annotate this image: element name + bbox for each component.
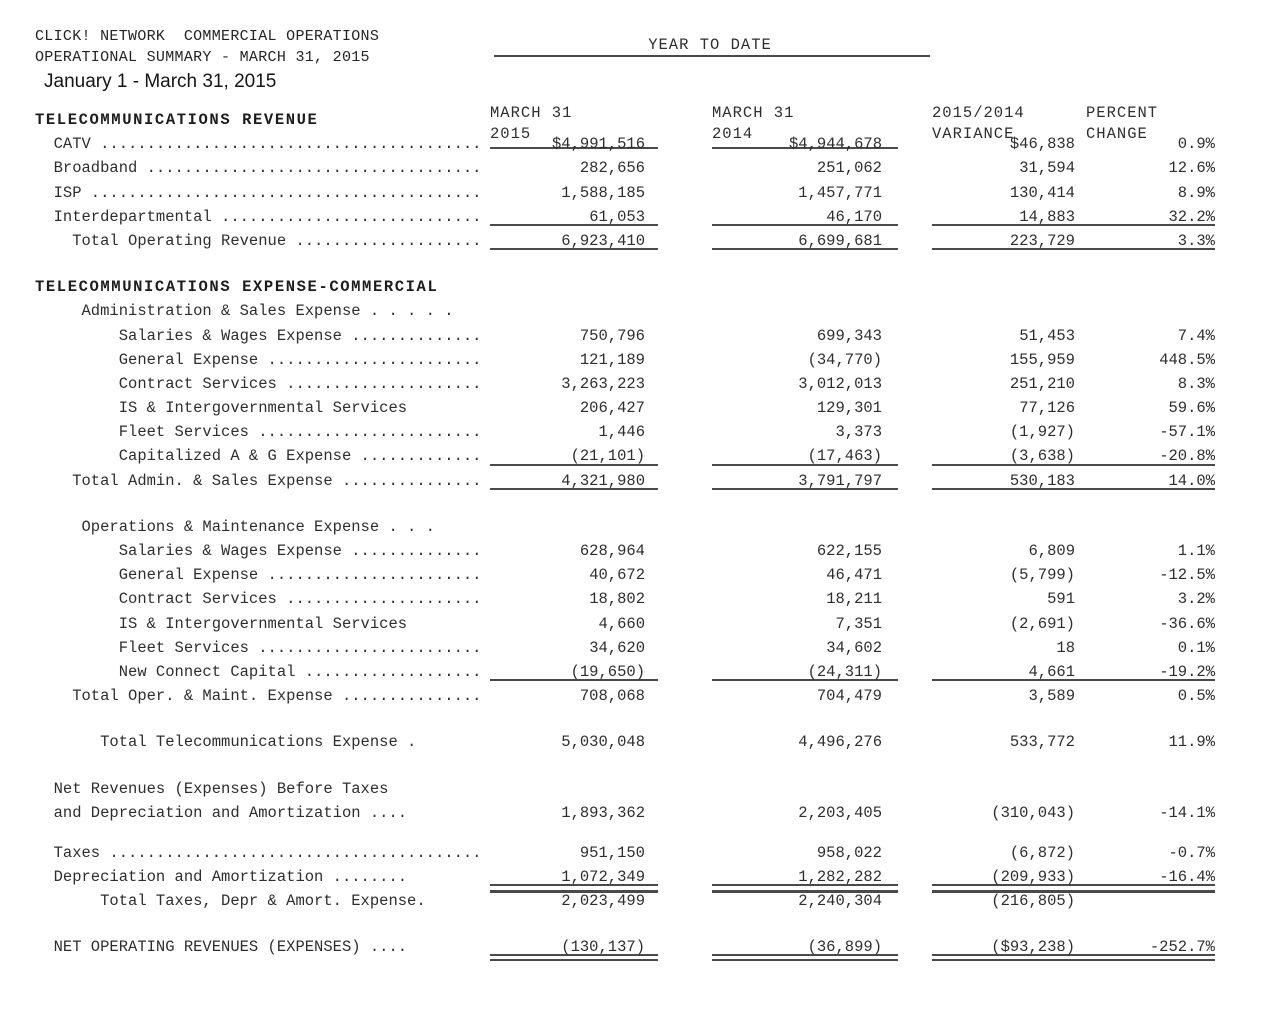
cell-percent: [1078, 299, 1215, 323]
report-period: January 1 - March 31, 2015: [44, 71, 277, 92]
cell-label: ISP ..........................................: [35, 183, 482, 202]
cell-variance: 31,594: [1019, 159, 1075, 178]
table-row: [0, 181, 1272, 205]
cell-variance: 155,959: [1009, 350, 1075, 369]
table-row: [0, 132, 1272, 156]
cell-label: General Expense .......................: [35, 566, 482, 585]
table-row: [0, 444, 1272, 468]
table-row: [0, 889, 1272, 913]
cell-percent: 8.9%: [1177, 183, 1215, 202]
cell-label: Administration & Sales Expense . . . . .: [35, 302, 454, 321]
cell-2015: 3,263,223: [561, 374, 645, 393]
column-header-percent-line2: CHANGE: [1086, 125, 1148, 143]
cell-variance: 251,210: [1009, 374, 1075, 393]
cell-variance: 4,661: [932, 660, 1078, 684]
table-row: [0, 229, 1272, 253]
cell-2015: 708,068: [579, 687, 645, 706]
cell-variance: (1,927): [1009, 423, 1075, 442]
cell-label: Interdepartmental ............................: [35, 207, 482, 226]
cell-variance: 18: [1056, 638, 1075, 657]
cell-percent: -57.1%: [1159, 423, 1215, 442]
cell-2014: 3,373: [835, 423, 882, 442]
cell-2014: 699,343: [816, 326, 882, 345]
cell-percent: -0.7%: [1168, 843, 1215, 862]
table-row: [0, 324, 1272, 348]
table-row: [0, 299, 1272, 323]
cell-2014: [712, 515, 898, 539]
cell-label: Total Oper. & Maint. Expense ...............: [35, 687, 482, 706]
cell-2015: (130,137): [490, 935, 658, 965]
cell-2014: 7,351: [835, 614, 882, 633]
table-row: [0, 539, 1272, 563]
cell-label: Depreciation and Amortization ........: [35, 868, 408, 887]
cell-percent: 8.3%: [1177, 374, 1215, 393]
spacer-row: [0, 253, 1272, 275]
cell-label: Total Taxes, Depr & Amort. Expense.: [35, 892, 426, 911]
cell-2015: 5,030,048: [561, 733, 645, 752]
table-row: [0, 660, 1272, 684]
table-row: [0, 841, 1272, 865]
cell-2014: 3,791,797: [712, 469, 898, 493]
cell-percent: 7.4%: [1177, 326, 1215, 345]
table-row: [0, 801, 1272, 825]
cell-2015: 121,189: [579, 350, 645, 369]
table-row: [0, 108, 1272, 132]
cell-variance: (3,638): [932, 444, 1078, 468]
cell-2015: 951,150: [579, 843, 645, 862]
column-header-2014-line2: 2014: [712, 125, 754, 143]
cell-variance: (2,691): [1009, 614, 1075, 633]
cell-label: Capitalized A & G Expense .............: [35, 447, 482, 466]
cell-2014: (24,311): [712, 660, 898, 684]
cell-percent: [1078, 108, 1215, 132]
cell-percent: -252.7%: [1078, 935, 1215, 965]
cell-2015: 18,802: [589, 590, 645, 609]
spacer-row: [0, 913, 1272, 935]
cell-2014: 6,699,681: [712, 229, 898, 253]
cell-2015: 1,072,349: [490, 865, 658, 889]
cell-2014: (17,463): [712, 444, 898, 468]
cell-2015: [490, 108, 658, 132]
table-row: [0, 935, 1272, 965]
cell-2015: 282,656: [579, 159, 645, 178]
spacer-row: [0, 708, 1272, 730]
spacer-row: [0, 493, 1272, 515]
cell-variance: (310,043): [991, 803, 1075, 822]
cell-variance: (209,933): [932, 865, 1078, 889]
cell-label: Total Operating Revenue ....................: [35, 231, 482, 250]
cell-label: Operations & Maintenance Expense . . .: [35, 517, 435, 536]
table-row: [0, 469, 1272, 493]
cell-2015: 61,053: [490, 205, 658, 229]
cell-percent: 448.5%: [1159, 350, 1215, 369]
cell-variance: (6,872): [1009, 843, 1075, 862]
cell-percent: 3.3%: [1078, 229, 1215, 253]
cell-variance: 591: [1047, 590, 1075, 609]
spacer-row: [0, 825, 1272, 841]
cell-2014: $4,944,678: [788, 135, 882, 154]
cell-2014: 46,170: [712, 205, 898, 229]
cell-2014: (34,770): [807, 350, 882, 369]
cell-2014: [712, 777, 898, 801]
cell-percent: 59.6%: [1168, 399, 1215, 418]
cell-2014: [712, 299, 898, 323]
cell-2015: 1,446: [598, 423, 645, 442]
table-row: [0, 684, 1272, 708]
cell-label: IS & Intergovernmental Services: [35, 399, 408, 418]
cell-label: CATV .........................................: [35, 135, 482, 154]
table-row: [0, 205, 1272, 229]
cell-label: New Connect Capital ...................: [35, 662, 482, 681]
column-header-variance-line2: VARIANCE: [932, 125, 1015, 143]
cell-label: Fleet Services ........................: [35, 423, 482, 442]
cell-label: Net Revenues (Expenses) Before Taxes: [35, 779, 389, 798]
cell-variance: 77,126: [1019, 399, 1075, 418]
cell-label: and Depreciation and Amortization ....: [35, 803, 408, 822]
cell-variance: 223,729: [932, 229, 1078, 253]
report-title-line-1: CLICK! NETWORK COMMERCIAL OPERATIONS: [35, 28, 380, 45]
column-header-2015-line2: 2015: [490, 125, 532, 143]
cell-percent: [1078, 777, 1215, 801]
cell-2014: 958,022: [816, 843, 882, 862]
cell-percent: [1078, 515, 1215, 539]
cell-2014: [712, 108, 898, 132]
cell-label: Taxes ........................................: [35, 843, 482, 862]
cell-variance: 6,809: [1028, 542, 1075, 560]
year-to-date-rule: [494, 55, 930, 57]
table-row: [0, 563, 1272, 587]
cell-2015: 750,796: [579, 326, 645, 345]
table-row: [0, 515, 1272, 539]
cell-2014: 622,155: [816, 542, 882, 560]
table-row: [0, 777, 1272, 801]
cell-2015: [490, 275, 658, 299]
cell-percent: -36.6%: [1159, 614, 1215, 633]
table-row: [0, 348, 1272, 372]
cell-2014: 2,240,304: [712, 889, 898, 913]
cell-2015: (21,101): [490, 444, 658, 468]
cell-2015: 206,427: [579, 399, 645, 418]
cell-2015: 40,672: [589, 566, 645, 585]
cell-percent: -19.2%: [1078, 660, 1215, 684]
cell-percent: -12.5%: [1159, 566, 1215, 585]
cell-percent: 0.9%: [1177, 135, 1215, 154]
cell-variance: ($93,238): [932, 935, 1078, 965]
cell-percent: 11.9%: [1168, 733, 1215, 752]
cell-percent: 0.1%: [1177, 638, 1215, 657]
cell-label: Total Admin. & Sales Expense ...............: [35, 471, 482, 490]
table-row: [0, 372, 1272, 396]
cell-2015: 628,964: [579, 542, 645, 560]
year-to-date-label: YEAR TO DATE: [648, 36, 772, 54]
cell-percent: 3.2%: [1177, 590, 1215, 609]
cell-2015: 34,620: [589, 638, 645, 657]
cell-2014: 2,203,405: [798, 803, 882, 822]
cell-variance: (5,799): [1009, 566, 1075, 585]
column-header-2015-line1: MARCH 31: [490, 104, 573, 122]
cell-percent: 0.5%: [1177, 687, 1215, 706]
report-title-line-2: OPERATIONAL SUMMARY - MARCH 31, 2015: [35, 49, 370, 66]
cell-2015: 1,588,185: [561, 183, 645, 202]
cell-2014: 34,602: [826, 638, 882, 657]
summary-table: [0, 108, 1272, 965]
cell-2014: 1,282,282: [712, 865, 898, 889]
cell-variance: 533,772: [1009, 733, 1075, 752]
cell-variance: 3,589: [1028, 687, 1075, 706]
table-row: [0, 587, 1272, 611]
cell-2015: 2,023,499: [490, 889, 658, 913]
cell-percent: -20.8%: [1078, 444, 1215, 468]
cell-label: General Expense .......................: [35, 350, 482, 369]
cell-label: Broadband ....................................: [35, 159, 482, 178]
cell-variance: 51,453: [1019, 326, 1075, 345]
cell-percent: 1.1%: [1177, 542, 1215, 560]
cell-2014: 3,012,013: [798, 374, 882, 393]
table-row: [0, 156, 1272, 180]
cell-2015: [490, 299, 658, 323]
cell-label: TELECOMMUNICATIONS REVENUE: [35, 111, 319, 129]
table-row: [0, 730, 1272, 754]
cell-label: Salaries & Wages Expense ..............: [35, 326, 482, 345]
cell-label: Total Telecommunications Expense .: [35, 733, 417, 752]
cell-2015: 6,923,410: [490, 229, 658, 253]
table-row: [0, 396, 1272, 420]
column-header-variance-line1: 2015/2014: [932, 104, 1025, 122]
cell-percent: [1078, 275, 1215, 299]
cell-percent: -16.4%: [1078, 865, 1215, 889]
cell-2014: 129,301: [816, 399, 882, 418]
cell-label: Salaries & Wages Expense ..............: [35, 542, 482, 560]
cell-variance: $46,838: [1009, 135, 1075, 154]
cell-variance: 14,883: [932, 205, 1078, 229]
cell-label: Fleet Services ........................: [35, 638, 482, 657]
cell-2015: $4,991,516: [551, 135, 645, 154]
table-row: [0, 612, 1272, 636]
cell-label: TELECOMMUNICATIONS EXPENSE-COMMERCIAL: [35, 278, 439, 297]
cell-label: Contract Services .....................: [35, 374, 482, 393]
cell-percent: [1078, 889, 1215, 913]
table-row: [0, 865, 1272, 889]
cell-variance: [932, 299, 1078, 323]
cell-variance: [932, 108, 1078, 132]
cell-2014: 18,211: [826, 590, 882, 609]
column-header-2014-line1: MARCH 31: [712, 104, 795, 122]
cell-variance: [932, 515, 1078, 539]
cell-label: NET OPERATING REVENUES (EXPENSES) ....: [35, 938, 408, 957]
cell-percent: 32.2%: [1078, 205, 1215, 229]
cell-percent: -14.1%: [1159, 803, 1215, 822]
cell-2014: [712, 275, 898, 299]
cell-2015: 4,660: [598, 614, 645, 633]
cell-2014: 251,062: [816, 159, 882, 178]
cell-label: Contract Services .....................: [35, 590, 482, 609]
cell-2014: (36,899): [712, 935, 898, 965]
cell-label: IS & Intergovernmental Services: [35, 614, 408, 633]
table-row: [0, 275, 1272, 299]
cell-variance: 530,183: [932, 469, 1078, 493]
cell-2015: 1,893,362: [561, 803, 645, 822]
table-row: [0, 636, 1272, 660]
cell-2014: 704,479: [816, 687, 882, 706]
cell-variance: (216,805): [932, 889, 1078, 913]
cell-percent: 12.6%: [1168, 159, 1215, 178]
cell-percent: 14.0%: [1078, 469, 1215, 493]
table-row: [0, 420, 1272, 444]
cell-variance: [932, 275, 1078, 299]
column-header-percent-line1: PERCENT: [1086, 104, 1159, 122]
cell-2014: 46,471: [826, 566, 882, 585]
report-title-block: [35, 26, 379, 93]
cell-variance: [932, 777, 1078, 801]
cell-2015: [490, 515, 658, 539]
cell-2015: [490, 777, 658, 801]
cell-2014: 1,457,771: [798, 183, 882, 202]
spacer-row: [0, 755, 1272, 777]
cell-2015: (19,650): [490, 660, 658, 684]
cell-variance: 130,414: [1009, 183, 1075, 202]
cell-2014: 4,496,276: [798, 733, 882, 752]
cell-2015: 4,321,980: [490, 469, 658, 493]
